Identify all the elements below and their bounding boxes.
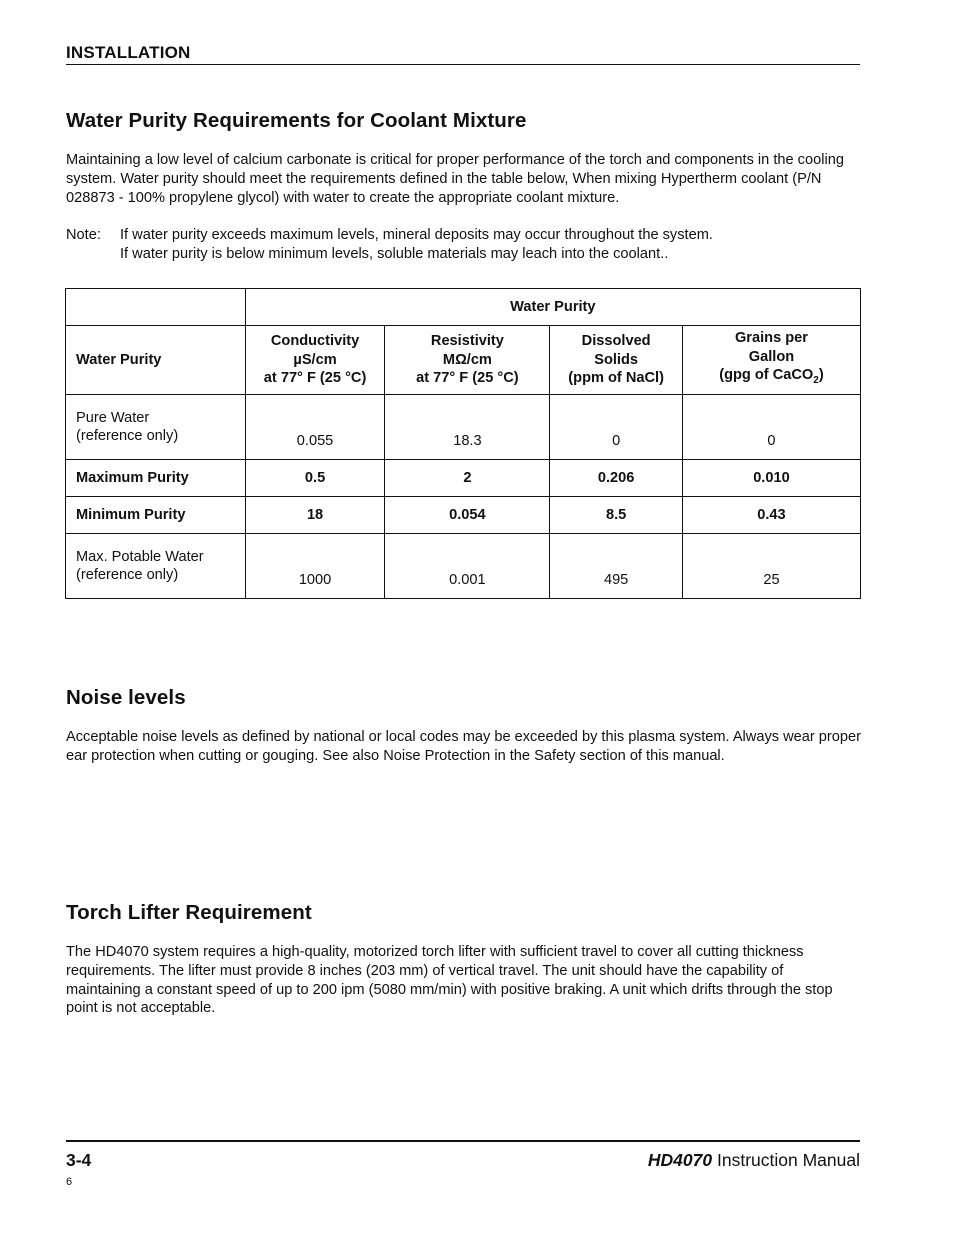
column-header-dissolved-solids: Dissolved Solids (ppm of NaCl): [550, 326, 683, 395]
table-group-header-row: [66, 289, 861, 326]
table-cell: 495: [550, 534, 683, 599]
table-cell: 0.43: [682, 497, 860, 534]
water-purity-heading: Water Purity Requirements for Coolant Mixture: [66, 109, 527, 132]
page-number: 3-4: [66, 1150, 92, 1170]
torch-lifter-text: The HD4070 system requires a high-quality, motorized torch lifter with sufficient travel to cover all cutting thickness requirements. The lifter must provide 8 inches (203 mm) of vertical travel. The unit should have the capability of maintaining a constant speed of up to 200 ipm (5080 mm/min) with positive braking. A unit which drifts through the stop point is not acceptable.: [66, 944, 833, 1017]
row-label-maximum-purity: Maximum Purity: [66, 460, 246, 497]
water-purity-intro: Maintaining a low level of calcium carbonate is critical for proper performance of the torch and components in the cooling system. Water purity should meet the requirements defined in the table below, When mixing Hypertherm coolant (P/N 028873 - 100% propylene glycol) with water to create the appropriate coolant mixture.: [66, 152, 844, 206]
note-label: Note:: [66, 227, 101, 243]
footer-rule: [66, 1140, 860, 1142]
table-cell: 0: [682, 395, 860, 460]
table-cell: 1000: [245, 534, 385, 599]
table-row: [66, 395, 861, 460]
model-name: HD4070: [647, 1150, 713, 1170]
note-line-2: If water purity is below minimum levels, soluble materials may leach into the coolant..: [120, 245, 669, 262]
table-group-header: Water Purity: [245, 289, 860, 326]
table-cell: 25: [682, 534, 860, 599]
table-cell: 18.3: [385, 395, 550, 460]
table-row: [66, 460, 861, 497]
table-cell: 0.206: [550, 460, 683, 497]
manual-title: [648, 1150, 860, 1171]
table-row-header: Water Purity: [66, 326, 246, 395]
table-row: [66, 534, 861, 599]
manual-label: Instruction Manual: [717, 1150, 860, 1170]
header-rule: [66, 64, 860, 65]
note-text: [120, 226, 860, 264]
table-cell: 2: [385, 460, 550, 497]
table-cell: 0.010: [682, 460, 860, 497]
column-header-conductivity: Conductivity µS/cm at 77° F (25 °C): [245, 326, 385, 395]
revision-number: 6: [66, 1176, 73, 1188]
table-cell: 0.055: [245, 395, 385, 460]
table-cell: 0.001: [385, 534, 550, 599]
table-column-header-row: [66, 326, 861, 395]
table-row: [66, 497, 861, 534]
table-cell: 0: [550, 395, 683, 460]
row-label-max-potable-water: Max. Potable Water (reference only): [66, 534, 246, 599]
row-label-minimum-purity: Minimum Purity: [66, 497, 246, 534]
table-cell: 0.5: [245, 460, 385, 497]
table-cell: 8.5: [550, 497, 683, 534]
table-cell: 0.054: [385, 497, 550, 534]
note-line-1: If water purity exceeds maximum levels, mineral deposits may occur throughout the system.: [120, 227, 713, 243]
section-header: INSTALLATION: [66, 43, 191, 62]
water-purity-table: [65, 288, 861, 599]
column-header-resistivity: Resistivity MΩ/cm at 77° F (25 °C): [385, 326, 550, 395]
noise-levels-text: Acceptable noise levels as defined by national or local codes may be exceeded by this plasma system. Always wear proper ear protection when cutting or gouging. See also Noise Protection in the Safety section of this manual.: [66, 729, 861, 764]
row-label-pure-water: Pure Water (reference only): [66, 395, 246, 460]
noise-levels-heading: Noise levels: [66, 686, 186, 709]
torch-lifter-heading: Torch Lifter Requirement: [66, 901, 312, 924]
table-cell: 18: [245, 497, 385, 534]
column-header-grains-per-gallon: Grains per Gallon (gpg of CaCO$_2$): [682, 326, 860, 395]
table-corner-cell: [66, 289, 246, 326]
